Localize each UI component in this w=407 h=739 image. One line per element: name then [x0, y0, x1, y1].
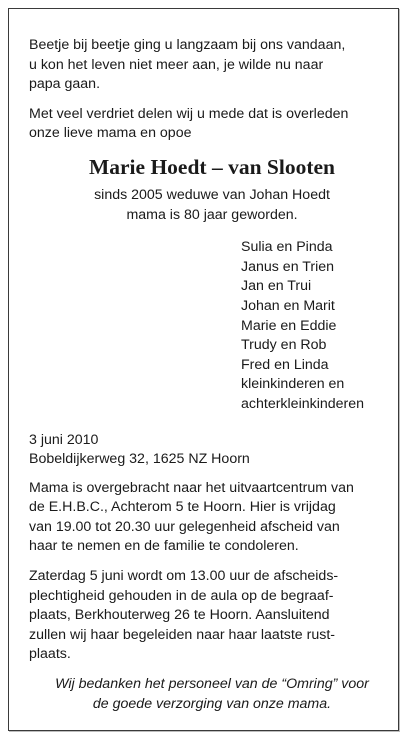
funeral-paragraph-line: zullen wij haar begeleiden naar haar laatste rust-: [29, 626, 336, 643]
family-member: kleinkinderen en: [241, 376, 345, 393]
closing-thanks-line: Wij bedanken het personeel van de “Omring” voor: [55, 676, 369, 693]
deceased-subtitle: [29, 186, 395, 225]
closing-thanks-line: de goede verzorging van onze mama.: [92, 695, 332, 712]
opening-poem-line: papa gaan.: [29, 76, 101, 93]
family-member: Jan en Trui: [241, 278, 312, 295]
viewing-paragraph: [29, 479, 395, 557]
family-member: achterkleinkinderen: [241, 395, 365, 412]
viewing-paragraph-line: Mama is overgebracht naar het uitvaartcentrum van: [29, 479, 354, 496]
funeral-paragraph-line: plechtigheid gehouden in de aula op de begraaf-: [29, 587, 334, 604]
funeral-paragraph: [29, 567, 395, 665]
funeral-paragraph-line: plaats.: [29, 646, 71, 663]
deceased-subtitle-line: mama is 80 jaar geworden.: [126, 206, 298, 223]
family-member: Trudy en Rob: [241, 337, 327, 354]
viewing-paragraph-line: de E.H.B.C., Achterom 5 te Hoorn. Hier is vrijdag: [29, 499, 336, 516]
viewing-paragraph-line: haar te nemen en de familie te condoleren.: [29, 538, 299, 555]
family-member: Fred en Linda: [241, 356, 329, 373]
funeral-paragraph-line: Zaterdag 5 juni wordt om 13.00 uur de afscheids-: [29, 568, 339, 585]
death-notice-frame: [8, 8, 399, 731]
family-member: Sulia en Pinda: [241, 239, 333, 256]
home-address: Bobeldijkerweg 32, 1625 NZ Hoorn: [29, 451, 250, 468]
announcement-intro-line: onze lieve mama en opoe: [29, 125, 192, 142]
notice-date: 3 juni 2010: [29, 431, 99, 448]
announcement-intro-line: Met veel verdriet delen wij u mede dat is overleden: [29, 105, 349, 122]
opening-poem-line: Beetje bij beetje ging u langzaam bij ons vandaan,: [29, 37, 346, 53]
family-member: Janus en Trien: [241, 258, 335, 275]
opening-poem-line: u kon het leven niet meer aan, je wilde nu naar: [29, 56, 324, 73]
death-notice-content: [29, 36, 395, 714]
opening-poem: [29, 36, 395, 95]
announcement-intro: [29, 105, 395, 144]
date-address: [29, 431, 395, 470]
deceased-name: Marie Hoedt – van Slooten: [88, 154, 336, 179]
deceased-subtitle-line: sinds 2005 weduwe van Johan Hoedt: [94, 186, 330, 203]
family-member: Marie en Eddie: [241, 317, 337, 334]
closing-thanks: [29, 675, 395, 714]
funeral-paragraph-line: plaats, Berkhouterweg 26 te Hoorn. Aansluitend: [29, 607, 330, 624]
viewing-paragraph-line: van 19.00 tot 20.30 uur gelegenheid afscheid van: [29, 518, 340, 535]
family-member: Johan en Marit: [241, 297, 335, 314]
family-list: [241, 238, 395, 414]
